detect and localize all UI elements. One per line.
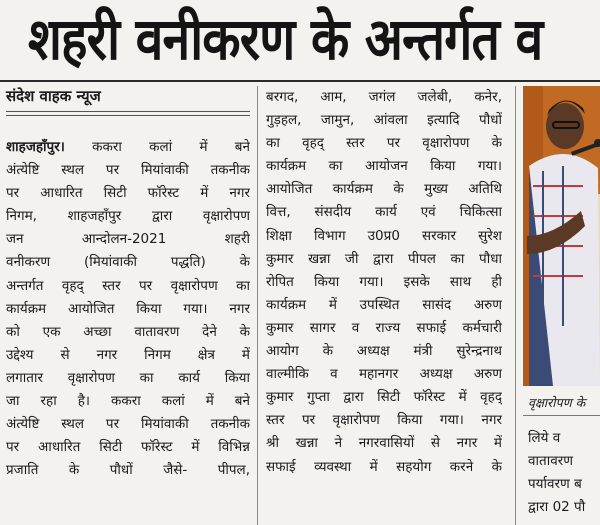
article-line: जन आन्दोलन-2021 शहरी — [6, 231, 250, 248]
article-line-text: ककरा कलां में बने — [92, 139, 250, 155]
photo-caption: वृक्षारोपण के — [528, 395, 586, 410]
article-line: श्री खन्ना ने नगरवासियों से नगर में — [266, 435, 502, 452]
dateline: शाहजहाँपुर। — [6, 139, 65, 155]
article-line — [6, 136, 250, 159]
headline: शहरी वनीकरण के अन्तर्गत व — [28, 5, 543, 73]
article-line: कार्यक्रम का आयोजन किया गया। — [266, 158, 502, 175]
article-line: लगातार वृक्षारोपण का कार्य किया — [6, 369, 250, 386]
article-line: को एक अच्छा वातावरण देने के — [6, 323, 250, 340]
article-photo — [523, 86, 600, 386]
article-line: अंत्येष्टि स्थल पर मियांवाकी तकनीक — [6, 416, 250, 433]
article-line: पर्यावरण ब — [528, 476, 582, 493]
article-line: वाल्मीकि व महानगर अध्यक्ष अरुण — [266, 366, 502, 383]
article-line: पर आधारित सिटी फॉरेस्ट में नगर — [6, 185, 250, 202]
column-divider-1 — [257, 86, 258, 525]
article-line: का वृहद् स्तर पर वृक्षारोपण के — [266, 135, 502, 152]
article-column-1 — [6, 136, 250, 482]
article-line: कुमार सागर व राज्य सफाई कर्मचारी — [266, 319, 502, 336]
article-column-2 — [266, 86, 502, 479]
article-line: पर आधारित सिटी फॉरेस्ट में विभिन्न — [6, 439, 250, 456]
article-line: स्तर पर वृक्षारोपण किया गया। नगर — [266, 412, 502, 429]
article-line: शिक्षा विभाग उ0प्र0 सरकार सुरेश — [266, 227, 502, 244]
caption-rule — [523, 415, 600, 416]
article-line: आयोजित कार्यक्रम के मुख्य अतिथि — [266, 181, 502, 198]
article-line: जा रहा है। ककरा कलां में बने — [6, 393, 250, 410]
article-line: निगम, शाहजहाँपुर द्वारा वृक्षारोपण — [6, 208, 250, 225]
article-line: कुमार खन्ना जी द्वारा पीपल का पौधा — [266, 250, 502, 267]
article-line: वातावरण — [528, 453, 573, 470]
article-line: कार्यक्रम आयोजित किया गया। नगर — [6, 300, 250, 317]
article-line: उद्देश्य से नगर निगम क्षेत्र में — [6, 346, 250, 363]
article-line: वनीकरण (मियांवाकी पद्धति) के — [6, 254, 250, 271]
article-line: प्रजाति के पौधों जैसे- पीपल, — [6, 462, 250, 479]
headline-rule — [0, 80, 600, 82]
photo-illustration — [523, 86, 600, 386]
article-line: द्वारा 02 पौ — [528, 499, 586, 516]
article-line: कार्यक्रम में उपस्थित सासंद अरुण — [266, 296, 502, 313]
article-line: लिये व — [528, 430, 561, 446]
column-divider-2 — [515, 86, 516, 525]
article-column-3 — [528, 427, 600, 519]
article-line: बरगद, आम, जगंल जलेबी, कनेर, — [266, 89, 502, 105]
article-line: वित्त, संसदीय कार्य एवं चिकित्सा — [266, 204, 502, 221]
article-line: सफाई व्यवस्था में सहयोग करने के — [266, 458, 502, 475]
article-line: आयोग के अध्यक्ष मंत्री सुरेन्द्रनाथ — [266, 343, 502, 360]
article-line: अन्तर्गत वृहद् स्तर पर वृक्षारोपण का — [6, 277, 250, 294]
article-line: गुड़हल, जामुन, आंवला इत्यादि पौधों — [266, 112, 502, 129]
byline-rule-2 — [6, 115, 250, 116]
article-line: कुमार गुप्ता द्वारा सिटी फॉरेस्ट में वृहद् — [266, 389, 502, 406]
article-line: रोपित किया गया। इसके साथ ही — [266, 273, 502, 290]
byline-rule — [6, 111, 250, 112]
byline: संदेश वाहक न्यूज — [6, 87, 101, 105]
article-line: अंत्येष्टि स्थल पर मियांवाकी तकनीक — [6, 162, 250, 179]
